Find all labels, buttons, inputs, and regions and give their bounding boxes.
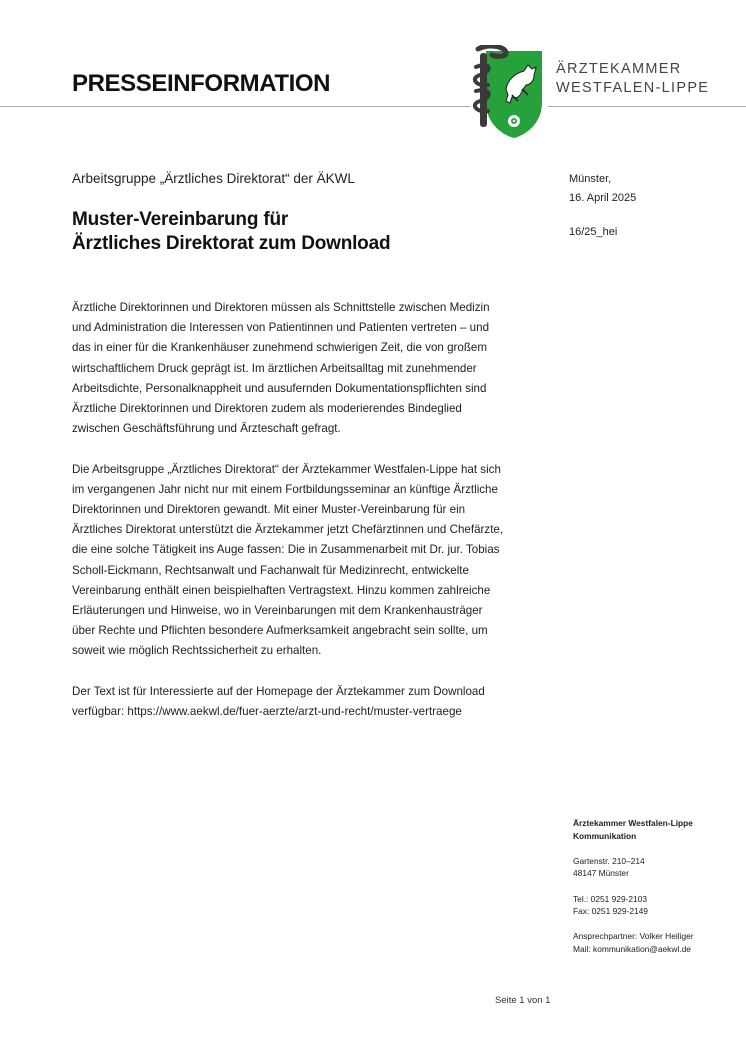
aekwl-crest-logo bbox=[472, 45, 544, 139]
body-line: im vergangenen Jahr nicht nur mit einem Fortbildungsseminar an künftige Ärztliche bbox=[72, 482, 498, 496]
body-line: wirtschaftlichem Druck geprägt ist. Im ärztlichen Arbeitsalltag mit zunehmender bbox=[72, 361, 477, 375]
contact-fax: Fax: 0251 929-2149 bbox=[573, 906, 648, 917]
contact-block bbox=[573, 817, 694, 968]
body-line: Die Arbeitsgruppe „Ärztliches Direktorat“ der Ärztekammer Westfalen-Lippe hat sich bbox=[72, 462, 501, 476]
body-line: Scholl-Eickmann, Rechtsanwalt und Fachanwalt für Medizinrecht, entwickelte bbox=[72, 563, 469, 577]
page-number: Seite 1 von 1 bbox=[495, 995, 551, 1006]
body-line: soweit wie möglich Rechtssicherheit zu erhalten. bbox=[72, 644, 322, 658]
header-rule-right bbox=[548, 106, 746, 107]
download-url-line[interactable]: verfügbar: https://www.aekwl.de/fuer-aerzte/arzt-und-recht/muster-vertraege bbox=[72, 705, 462, 719]
contact-person: Ansprechpartner: Volker Heiliger bbox=[573, 931, 694, 942]
body-line: Erläuterungen und Hinweise, wo in Vereinbarungen mit dem Krankenhausträger bbox=[72, 604, 483, 618]
contact-tel: Tel.: 0251 929-2103 bbox=[573, 893, 648, 904]
body-line: Der Text ist für Interessierte auf der Homepage der Ärztekammer zum Download bbox=[72, 684, 485, 698]
org-name-line2: WESTFALEN-LIPPE bbox=[556, 80, 710, 96]
paragraph-1 bbox=[72, 298, 572, 439]
meta-place: Münster, bbox=[569, 173, 612, 185]
contact-org: Ärztekammer Westfalen-Lippe bbox=[573, 818, 693, 828]
body-line: und Administration die Interessen von Patientinnen und Patienten vertreten – und bbox=[72, 321, 490, 335]
headline-line1: Muster-Vereinbarung für bbox=[72, 209, 289, 230]
header-rule-left bbox=[0, 106, 470, 107]
meta-reference: 16/25_hei bbox=[569, 226, 618, 238]
meta-date: 16. April 2025 bbox=[569, 192, 637, 204]
org-name-line1: ÄRZTEKAMMER bbox=[556, 61, 682, 77]
paragraph-3 bbox=[72, 682, 572, 722]
organisation-name bbox=[556, 60, 709, 98]
body-line: das in einer für die Krankenhäuser zunehmend schwierigen Zeit, die von großem bbox=[72, 341, 488, 355]
article-headline bbox=[72, 208, 512, 256]
body-line: die eine solche Tätigkeit ins Auge fassen: Die in Zusammenarbeit mit Dr. jur. Tobias bbox=[72, 543, 500, 557]
contact-street: Gartenstr. 210–214 bbox=[573, 855, 645, 866]
contact-mail[interactable]: Mail: kommunikation@aekwl.de bbox=[573, 943, 691, 954]
body-line: Vereinbarung enthält einen beispielhaften Vertragstext. Hinzu kommen zahlreiche bbox=[72, 583, 491, 597]
paragraph-2 bbox=[72, 460, 572, 662]
body-line: über Rechte und Pflichten besondere Aufmerksamkeit angebracht sein sollte, um bbox=[72, 624, 488, 638]
body-line: Direktorinnen und Direktoren gewandt. Mit einer Muster-Vereinbarung für ein bbox=[72, 503, 466, 517]
body-line: Arbeitsdichte, Personalknappheit und ausufernden Dokumentationspflichten sind bbox=[72, 381, 487, 395]
page-title: PRESSEINFORMATION bbox=[72, 70, 331, 97]
contact-city: 48147 Münster bbox=[573, 868, 629, 879]
meta-column bbox=[569, 170, 636, 242]
contact-dept: Kommunikation bbox=[573, 830, 637, 841]
body-line: Ärztliches Direktorat unterstützt die Ärztekammer jetzt Chefärztinnen und Chefärzte, bbox=[72, 523, 504, 537]
body-line: Ärztliche Direktorinnen und Direktoren müssen als Schnittstelle zwischen Medizin bbox=[72, 301, 490, 314]
body-line: zwischen Geschäftsführung und Ärzteschaft gefragt. bbox=[72, 422, 341, 436]
body-line: Ärztliche Direktorinnen und Direktoren zudem als moderierendes Bindeglied bbox=[72, 402, 462, 416]
headline-line2: Ärztliches Direktorat zum Download bbox=[72, 233, 391, 254]
article-body bbox=[72, 298, 572, 742]
article-kicker: Arbeitsgruppe „Ärztliches Direktorat“ der ÄKWL bbox=[72, 171, 355, 186]
